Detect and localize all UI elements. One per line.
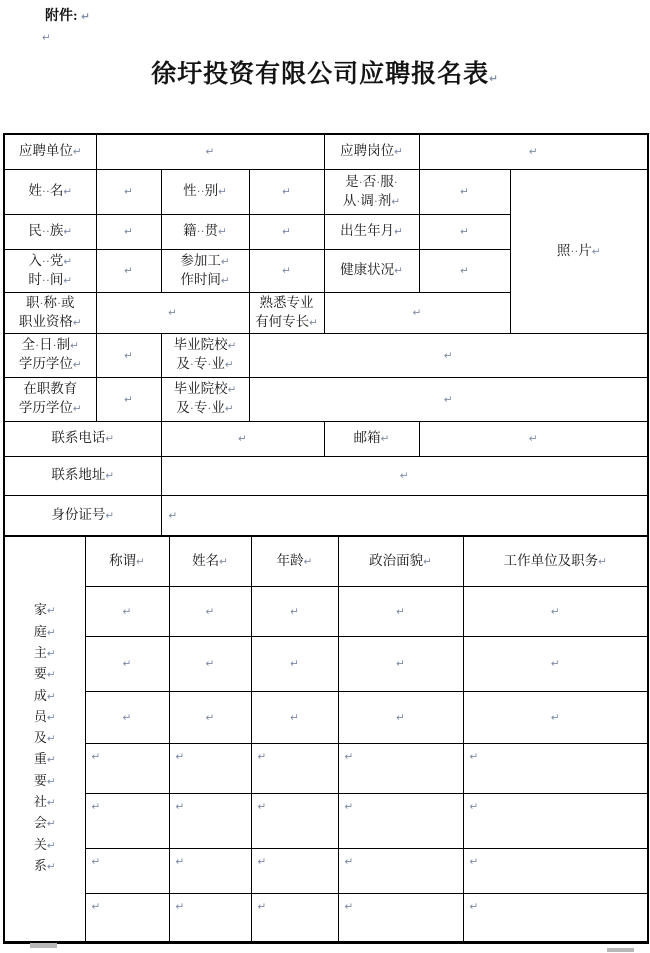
work-start-time-input[interactable]: ↵ <box>249 249 324 292</box>
health-status-input[interactable]: ↵ <box>419 249 510 292</box>
family-header-age: 年龄↵ <box>251 536 338 586</box>
native-place-label: 籍··贯↵ <box>161 214 249 249</box>
family-cell-r7-name[interactable]: ↵ <box>169 893 251 942</box>
fulltime-school-input[interactable]: ↵ <box>249 333 648 377</box>
family-cell-r3-work[interactable]: ↵ <box>463 691 648 743</box>
family-cell-r4-name[interactable]: ↵ <box>169 743 251 793</box>
applied-unit-label: 应聘单位↵ <box>4 134 96 169</box>
obey-adjustment-input[interactable]: ↵ <box>419 169 510 214</box>
onjob-education-label: 在职教育 学历学位↵ <box>4 377 96 421</box>
form-title: 徐圩投资有限公司应聘报名表↵ <box>151 60 499 88</box>
family-cell-r6-political[interactable]: ↵ <box>338 848 463 893</box>
page-artifact-right <box>607 948 634 952</box>
family-cell-r5-title[interactable]: ↵ <box>85 793 169 848</box>
birth-date-label: 出生年月↵ <box>324 214 419 249</box>
family-cell-r5-name[interactable]: ↵ <box>169 793 251 848</box>
email-input[interactable]: ↵ <box>419 421 648 456</box>
family-cell-r2-title[interactable]: ↵ <box>85 636 169 691</box>
contact-address-input[interactable]: ↵ <box>161 456 648 495</box>
name-label: 姓··名↵ <box>4 169 96 214</box>
applicant-info-table <box>3 133 649 537</box>
family-cell-r2-name[interactable]: ↵ <box>169 636 251 691</box>
fulltime-education-label: 全·日·制↵ 学历学位↵ <box>4 333 96 377</box>
family-cell-r3-political[interactable]: ↵ <box>338 691 463 743</box>
family-header-work-unit: 工作单位及职务↵ <box>463 536 648 586</box>
family-cell-r6-work[interactable]: ↵ <box>463 848 648 893</box>
family-cell-r5-political[interactable]: ↵ <box>338 793 463 848</box>
family-cell-r6-name[interactable]: ↵ <box>169 848 251 893</box>
name-input[interactable]: ↵ <box>96 169 161 214</box>
fulltime-education-input[interactable]: ↵ <box>96 333 161 377</box>
family-header-title: 称谓↵ <box>85 536 169 586</box>
family-cell-r4-age[interactable]: ↵ <box>251 743 338 793</box>
id-number-label: 身份证号↵ <box>4 495 161 536</box>
family-cell-r4-political[interactable]: ↵ <box>338 743 463 793</box>
family-cell-r2-political[interactable]: ↵ <box>338 636 463 691</box>
page-artifact-left <box>30 943 57 948</box>
contact-address-label: 联系地址↵ <box>4 456 161 495</box>
family-cell-r7-political[interactable]: ↵ <box>338 893 463 942</box>
family-cell-r7-age[interactable]: ↵ <box>251 893 338 942</box>
email-label: 邮箱↵ <box>324 421 419 456</box>
applied-unit-input[interactable]: ↵ <box>96 134 324 169</box>
fulltime-school-label: 毕业院校↵ 及·专·业↵ <box>161 333 249 377</box>
family-cell-r3-age[interactable]: ↵ <box>251 691 338 743</box>
family-cell-r1-political[interactable]: ↵ <box>338 586 463 636</box>
applied-position-input[interactable]: ↵ <box>419 134 648 169</box>
health-status-label: 健康状况↵ <box>324 249 419 292</box>
family-cell-r6-title[interactable]: ↵ <box>85 848 169 893</box>
specialty-input[interactable]: ↵ <box>324 292 510 333</box>
onjob-education-input[interactable]: ↵ <box>96 377 161 421</box>
specialty-label: 熟悉专业 有何专长↵ <box>249 292 324 333</box>
family-cell-r1-age[interactable]: ↵ <box>251 586 338 636</box>
family-members-table <box>3 535 649 944</box>
family-cell-r2-work[interactable]: ↵ <box>463 636 648 691</box>
onjob-school-input[interactable]: ↵ <box>249 377 648 421</box>
family-cell-r7-work[interactable]: ↵ <box>463 893 648 942</box>
family-header-political-status: 政治面貌↵ <box>338 536 463 586</box>
family-cell-r3-name[interactable]: ↵ <box>169 691 251 743</box>
party-join-time-label: 入··党↵ 时··间↵ <box>4 249 96 292</box>
family-cell-r3-title[interactable]: ↵ <box>85 691 169 743</box>
professional-title-input[interactable]: ↵ <box>96 292 249 333</box>
onjob-school-label: 毕业院校↵ 及·专·业↵ <box>161 377 249 421</box>
ethnicity-input[interactable]: ↵ <box>96 214 161 249</box>
family-cell-r5-work[interactable]: ↵ <box>463 793 648 848</box>
work-start-time-label: 参加工↵ 作时间↵ <box>161 249 249 292</box>
family-cell-r1-work[interactable]: ↵ <box>463 586 648 636</box>
gender-input[interactable]: ↵ <box>249 169 324 214</box>
family-header-name: 姓名↵ <box>169 536 251 586</box>
applied-position-label: 应聘岗位↵ <box>324 134 419 169</box>
obey-adjustment-label: 是·否·服· 从·调·剂↵ <box>324 169 419 214</box>
contact-phone-label: 联系电话↵ <box>4 421 161 456</box>
family-cell-r2-age[interactable]: ↵ <box>251 636 338 691</box>
birth-date-input[interactable]: ↵ <box>419 214 510 249</box>
family-cell-r1-title[interactable]: ↵ <box>85 586 169 636</box>
ethnicity-label: 民··族↵ <box>4 214 96 249</box>
family-cell-r4-title[interactable]: ↵ <box>85 743 169 793</box>
party-join-time-input[interactable]: ↵ <box>96 249 161 292</box>
professional-title-label: 职·称·或 职业资格↵ <box>4 292 96 333</box>
gender-label: 性··别↵ <box>161 169 249 214</box>
family-cell-r1-name[interactable]: ↵ <box>169 586 251 636</box>
photo-cell[interactable]: 照··片↵ <box>510 169 648 333</box>
family-cell-r7-title[interactable]: ↵ <box>85 893 169 942</box>
attachment-label: 附件: ↵ <box>45 9 90 24</box>
family-cell-r6-age[interactable]: ↵ <box>251 848 338 893</box>
family-cell-r4-work[interactable]: ↵ <box>463 743 648 793</box>
id-number-input[interactable]: ↵ <box>161 495 648 536</box>
family-cell-r5-age[interactable]: ↵ <box>251 793 338 848</box>
contact-phone-input[interactable]: ↵ <box>161 421 324 456</box>
native-place-input[interactable]: ↵ <box>249 214 324 249</box>
paragraph-mark: ↵ <box>42 32 51 44</box>
family-section-label: 家↵ 庭↵ 主↵ 要↵ 成↵ 员↵ 及↵ 重↵ 要↵ 社↵ 会↵ 关↵ 系↵ <box>4 536 85 942</box>
